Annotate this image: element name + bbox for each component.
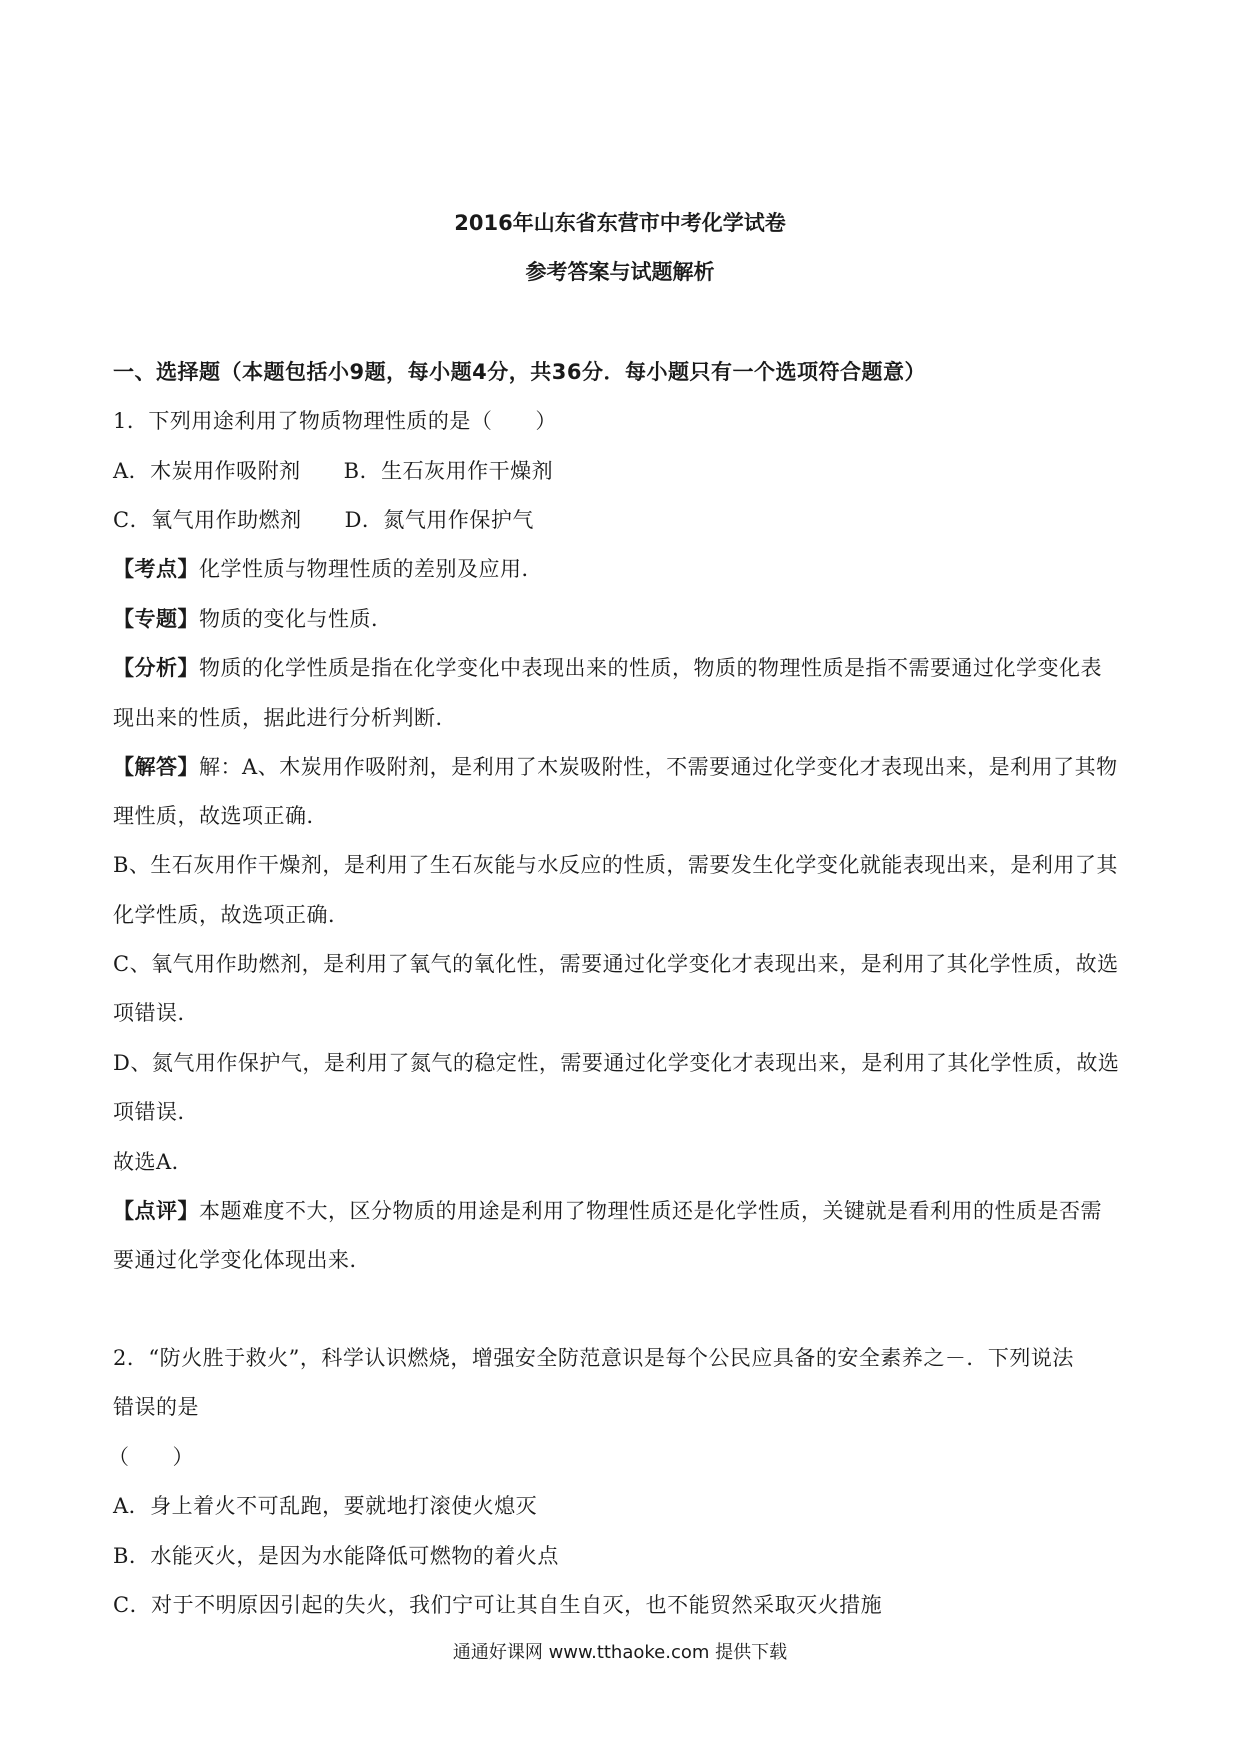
page-footer: 通通好课网 www.tthaoke.com 提供下载: [452, 1642, 788, 1663]
fenxi-tag: 【分析】: [113, 656, 199, 680]
dianping-tag: 【点评】: [113, 1199, 199, 1223]
jieda-tag: 【解答】: [113, 755, 199, 779]
explain-c-line1: C、氧气用作助燃剂，是利用了氧气的氧化性，需要通过化学变化才表现出来，是利用了其化学性质，故选: [113, 952, 1119, 976]
explain-d-line1: D、氮气用作保护气，是利用了氮气的稳定性，需要通过化学变化才表现出来，是利用了其化学性质，故选: [113, 1051, 1120, 1075]
question-1-options-cd: C．氧气用作助燃剂 D．氮气用作保护气: [113, 508, 534, 532]
dianping-line: [113, 1195, 1102, 1225]
dianping-text: 本题难度不大，区分物质的用途是利用了物理性质还是化学性质，关键就是看利用的性质是否需: [199, 1199, 1102, 1223]
question-1-options-ab: A．木炭用作吸附剂 B．生石灰用作干燥剂: [113, 459, 554, 483]
question-2-stem-line2: 错误的是: [113, 1395, 199, 1419]
kaodian-tag: 【考点】: [113, 557, 199, 581]
question-2-stem-line1: 2．“防火胜于救火”，科学认识燃烧，增强安全防范意识是每个公民应具备的安全素养之－．下列说法: [113, 1346, 1074, 1370]
section-heading: 一、选择题（本题包括小9题，每小题4分，共36分．每小题只有一个选项符合题意）: [113, 360, 926, 384]
question-2-option-c: C．对于不明原因引起的失火，我们宁可让其自生自灭，也不能贸然采取灭火措施: [113, 1593, 883, 1617]
question-2-option-b: B．水能灭火，是因为水能降低可燃物的着火点: [113, 1544, 559, 1568]
explain-c-line2: 项错误．: [113, 1001, 199, 1025]
zhuanti-text: 物质的变化与性质．: [199, 607, 393, 631]
question-2-paren: （ ）: [108, 1445, 194, 1469]
question-2-option-a: A．身上着火不可乱跑，要就地打滚使火熄灭: [113, 1494, 538, 1518]
fenxi-text: 物质的化学性质是指在化学变化中表现出来的性质，物质的物理性质是指不需要通过化学变化表: [199, 656, 1102, 680]
explain-d-line2: 项错误．: [113, 1100, 199, 1124]
zhuanti-line: [113, 603, 393, 633]
answer-line: 故选A．: [113, 1150, 194, 1174]
fenxi-line: [113, 652, 1102, 682]
kaodian-text: 化学性质与物理性质的差别及应用．: [199, 557, 543, 581]
explain-b-line1: B、生石灰用作干燥剂，是利用了生石灰能与水反应的性质，需要发生化学变化就能表现出来，是利用了其: [113, 853, 1118, 877]
explain-b-line2: 化学性质，故选项正确．: [113, 903, 350, 927]
zhuanti-tag: 【专题】: [113, 607, 199, 631]
page-subtitle: 参考答案与试题解析: [525, 260, 715, 284]
question-1-stem: 1．下列用途利用了物质物理性质的是（ ）: [113, 409, 557, 433]
dianping-text-cont: 要通过化学变化体现出来．: [113, 1248, 371, 1272]
fenxi-text-cont: 现出来的性质，据此进行分析判断．: [113, 706, 457, 730]
jieda-text: 解：A、木炭用作吸附剂，是利用了木炭吸附性，不需要通过化学变化才表现出来，是利用了其物: [199, 755, 1118, 779]
page-title: 2016年山东省东营市中考化学试卷: [454, 211, 786, 235]
kaodian-line: [113, 553, 543, 583]
jieda-line: [113, 751, 1118, 781]
jieda-text-cont: 理性质，故选项正确．: [113, 804, 328, 828]
